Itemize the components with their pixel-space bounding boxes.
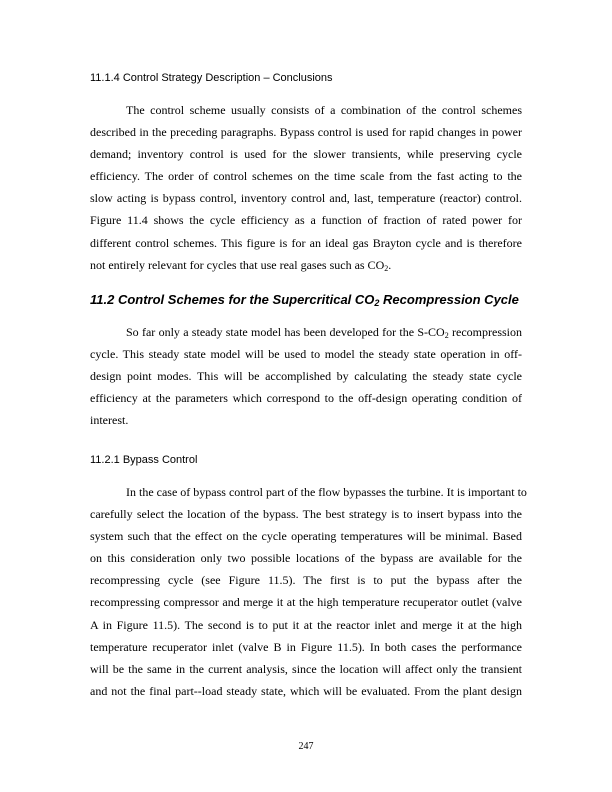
text-line: efficiency at the parameters which correspond to the off-design operating condition of [90, 391, 522, 406]
text-fragment: recompression [448, 325, 523, 339]
text-line [90, 254, 522, 276]
text-line: described in the preceding paragraphs. Bypass control is used for rapid changes in power [90, 125, 522, 140]
subscript: 2 [374, 298, 380, 308]
text-line: In the case of bypass control part of the flow bypasses the turbine. It is important to [126, 485, 527, 499]
section-heading-11-1-4: 11.1.4 Control Strategy Description – Conclusions [90, 72, 333, 84]
text-line: design point modes. This will be accomplished by calculating the steady state cycle [90, 369, 522, 384]
text-line: different control schemes. This figure is for an ideal gas Brayton cycle and is therefore [90, 235, 522, 250]
text-line: recompressing cycle (see Figure 11.5). The first is to put the bypass after the [90, 573, 522, 588]
text-line: interest. [90, 413, 129, 428]
text-line: A in Figure 11.5). The second is to put it at the reactor inlet and merge it at the high [90, 617, 522, 632]
subscript: 2 [444, 331, 449, 340]
text-line: demand; inventory control is used for the slower transients, while preserving cycle [90, 147, 522, 162]
text-line: The control scheme usually consists of a combination of the control schemes [126, 103, 522, 117]
paragraph-bypass-control [90, 481, 527, 702]
section-heading-11-2-1: 11.2.1 Bypass Control [90, 454, 198, 466]
section-heading-11-2 [90, 292, 519, 308]
paragraph-recompression-intro [90, 321, 522, 431]
text-fragment: not entirely relevant for cycles that use real gases such as CO [90, 257, 385, 272]
text-line: temperature recuperator inlet (valve B in Figure 11.5). In both cases the performance [90, 639, 522, 654]
text-line: on this consideration only two possible locations of the bypass are available for the [90, 551, 522, 566]
subscript: 2 [384, 263, 389, 273]
text-line: and not the final part--load steady state, which will be evaluated. From the plant design [90, 683, 522, 698]
text-line: recompressing compressor and merge it at the high temperature recuperator outlet (valve [90, 595, 522, 610]
text-line: Figure 11.4 shows the cycle efficiency as a function of fraction of rated power for [90, 213, 522, 228]
page-number: 247 [298, 741, 314, 752]
heading-fragment: 11.2 Control Schemes for the Supercritical CO [90, 292, 375, 307]
text-line: slow acting is bypass control, inventory control and, last, temperature (reactor) control. [90, 191, 522, 206]
heading-fragment: Recompression Cycle [379, 292, 519, 307]
paragraph-conclusions [90, 99, 522, 276]
text-line: carefully select the location of the bypass. The best strategy is to insert bypass into the [90, 507, 522, 522]
text-line: system such that the effect on the cycle operating temperatures will be minimal. Based [90, 529, 522, 544]
text-fragment: . [388, 257, 392, 272]
text-line: efficiency. The order of control schemes on the time scale from the fast acting to the [90, 169, 522, 184]
text-line [90, 321, 522, 343]
text-line: cycle. This steady state model will be used to model the steady state operation in off- [90, 347, 522, 362]
text-line: will be the same in the current analysis, since the location will affect only the transient [90, 661, 522, 676]
text-fragment: So far only a steady state model has been developed for the S-CO [126, 325, 445, 339]
